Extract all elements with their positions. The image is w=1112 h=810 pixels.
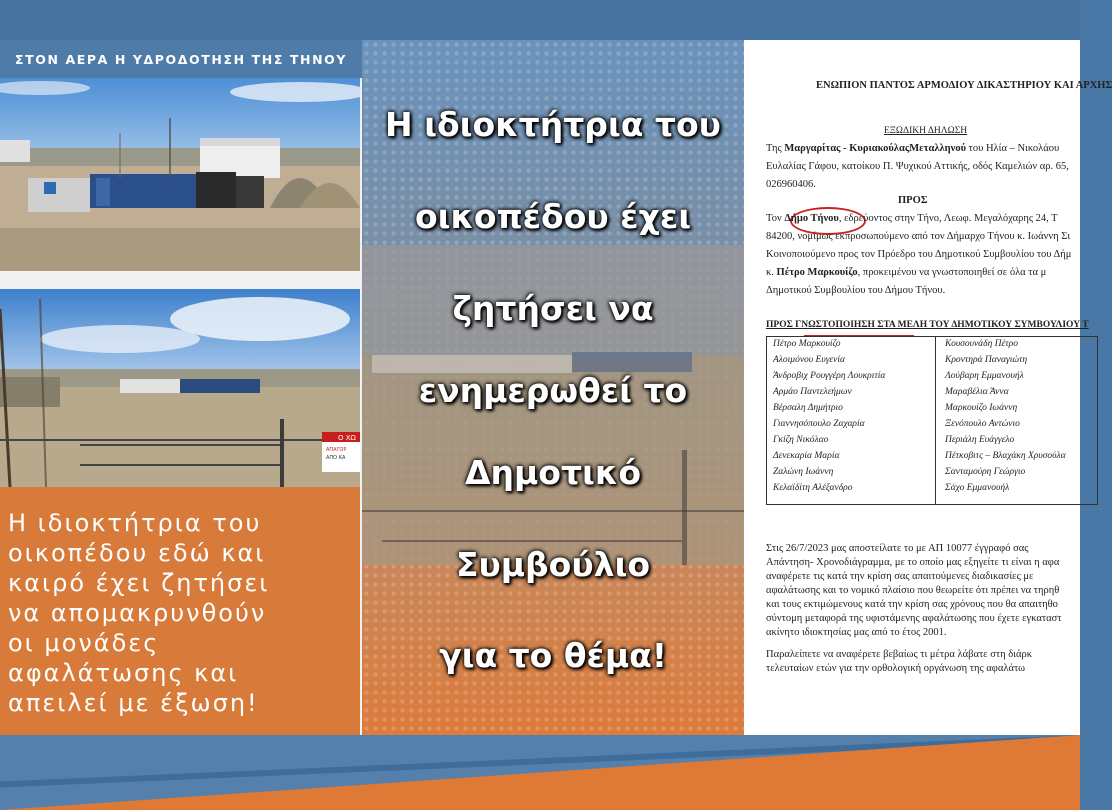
doc-heading: ΕΝΩΠΙΟΝ ΠΑΝΤΟΣ ΑΡΜΟΔΙΟΥ ΔΙΚΑΣΤΗΡΙΟΥ ΚΑΙ ΑΡΧΗΣ <box>816 80 1112 91</box>
member-left: Αλοιμόνου Ευγενία <box>773 355 846 365</box>
doc-body-line: αφαλάτωσης και το νομικό πλαίσιο που θεωρείτε ότι πρέπει να τηρηθ <box>766 585 1060 596</box>
middle-line-3: ζητήσει να <box>452 289 654 328</box>
member-right: Κροντηρά Παναγιώτη <box>945 355 1028 365</box>
member-left: Γκίζη Νικόλαο <box>773 435 829 445</box>
member-left: Ζαλώνη Ιωάννη <box>773 467 834 477</box>
legal-document <box>744 40 1112 735</box>
svg-text:ΑΠΟ ΚΑ: ΑΠΟ ΚΑ <box>326 455 346 461</box>
fenced-plot-photo <box>0 289 360 487</box>
desalination-site-photo <box>0 78 360 271</box>
doc-para2-line2: 84200, νομίμως εκπροσωπούμενο από τον Δήμαρχο Τήνου κ. Ιωάννη Σι <box>766 231 1071 242</box>
doc-pros: ΠΡΟΣ <box>898 195 928 206</box>
member-right: Σάχο Εμμανουήλ <box>945 483 1010 493</box>
middle-line-2: οικοπέδου έχει <box>414 197 692 236</box>
doc-body-line: και τους εκτιμώμενους κατά την κρίση σας χρόνους που θα απαιτηθο <box>766 599 1058 610</box>
member-right: Μαρκουίζο Ιωάννη <box>945 403 1018 413</box>
middle-line-5: Δημοτικό <box>464 453 642 492</box>
left-caption-text: Η ιδιοκτήτρια του οικοπέδου εδώ και καιρό έχει ζητήσει να απομακρυνθούν οι μονάδες αφαλάτωσης και απειλεί με έξωση! <box>8 509 270 717</box>
member-right: Σανταμούρη Γεώργιο <box>945 467 1026 477</box>
doc-para1-line3: 026960406. <box>766 179 816 190</box>
member-right: Κουσουνάδη Πέτρο <box>945 339 1018 349</box>
doc-para2-line4: κ. Πέτρο Μαρκουίζο, προκειμένου να γνωστοποιηθεί σε όλα τα μ <box>766 267 1047 278</box>
left-header: ΣΤΟΝ ΑΕΡΑ Η ΥΔΡΟΔΟΤΗΣΗ ΤΗΣ ΤΗΝΟΥ <box>0 40 362 78</box>
member-left: Αρμάο Παντελεήμων <box>773 387 852 397</box>
doc-body-line: Στις 26/7/2023 μας αποστείλατε το με ΑΠ 10077 έγγραφό σας <box>766 543 1029 554</box>
warning-sign-text: Ο ΧΩ <box>338 434 356 442</box>
svg-text:ΑΠΑΓΟΡ: ΑΠΑΓΟΡ <box>326 447 347 453</box>
top-band <box>0 0 1080 40</box>
middle-line-6: Συμβούλιο <box>455 545 651 584</box>
member-left: Βέρσαλη Δημήτριο <box>773 403 843 413</box>
member-left: Πέτρο Μαρκουίζο <box>773 339 841 349</box>
doc-notice-heading: ΠΡΟΣ ΓΝΩΣΤΟΠΟΙΗΣΗ ΣΤΑ ΜΕΛΗ ΤΟΥ ΔΗΜΟΤΙΚΟΥ ΣΥΜΒΟΥΛΙΟΥ Τ <box>766 320 1089 330</box>
member-right: Περιάλη Ευάγγελο <box>945 435 1015 445</box>
doc-subheading: ΕΞΩΔΙΚΗ ΔΗΛΩΣΗ <box>884 126 968 136</box>
doc-body-line: σύντομη μεταφορά της υφιστάμενης αφαλάτωσης που έχετε εγκαταστ <box>766 613 1062 624</box>
member-left: Δενεκαρία Μαρία <box>773 451 840 461</box>
middle-line-4: ενημερωθεί το <box>418 371 688 410</box>
doc-closing-line: Παραλείπετε να αναφέρετε βεβαίως τι μέτρα λάβατε στη διάρκ <box>766 649 1033 660</box>
doc-closing-line: τελευταίων ετών για την ορθολογική οργάνωση της αφαλάτω <box>766 663 1026 674</box>
member-left: Γιαννησόπουλο Ζαχαρία <box>773 419 865 429</box>
doc-para1-line1: Της Μαργαρίτας - ΚυριακούλαςΜεταλληνού του Ηλία – Νικολάου <box>766 143 1060 154</box>
doc-body-line: αναφέρετε τις κατά την κρίση σας απαιτούμενες διαδικασίες με <box>766 571 1034 582</box>
doc-body-line: Απάντηση- Χρονοδιάγραμμα, με το οποίο μας εξηγείτε τι είναι η αφα <box>766 557 1060 568</box>
council-members-table <box>766 336 1098 505</box>
doc-para2-line1: Τον Δήμο Τήνου, εδρεύοντος στην Τήνο, Λεωφ. Μεγαλόχαρης 24, Τ <box>766 213 1058 224</box>
member-left: Άνδροβιχ Ρουγγέρη Λουκριτία <box>773 371 886 381</box>
doc-para2-line3: Κοινοποιούμενο προς τον Πρόεδρο του Δημοτικού Συμβουλίου του Δήμ <box>766 249 1072 260</box>
middle-line-1: Η ιδιοκτήτρια του <box>385 105 721 144</box>
middle-line-7: για το θέμα! <box>439 636 667 675</box>
member-right: Μαραβέλια Άννα <box>945 387 1009 397</box>
member-right: Πέτκοβιτς – Βλαχάκη Χρυσούλα <box>945 451 1066 461</box>
member-right: Ξενόπουλο Αντώνιο <box>945 419 1020 429</box>
member-right: Λούβαρη Εμμανουήλ <box>945 371 1024 381</box>
member-left: Κελαϊδίτη Αλέξανδρο <box>773 483 853 493</box>
doc-para1-line2: Ευλαλίας Γάφου, κατοίκου Π. Ψυχικού Αττικής, οδός Καμελιών αρ. 65, <box>766 161 1069 172</box>
doc-body-line: ακίνητο ιδιοκτησίας μας από το έτος 2001. <box>766 627 947 638</box>
doc-para2-line5: Δημοτικού Συμβουλίου του Δήμου Τήνου. <box>766 285 946 296</box>
